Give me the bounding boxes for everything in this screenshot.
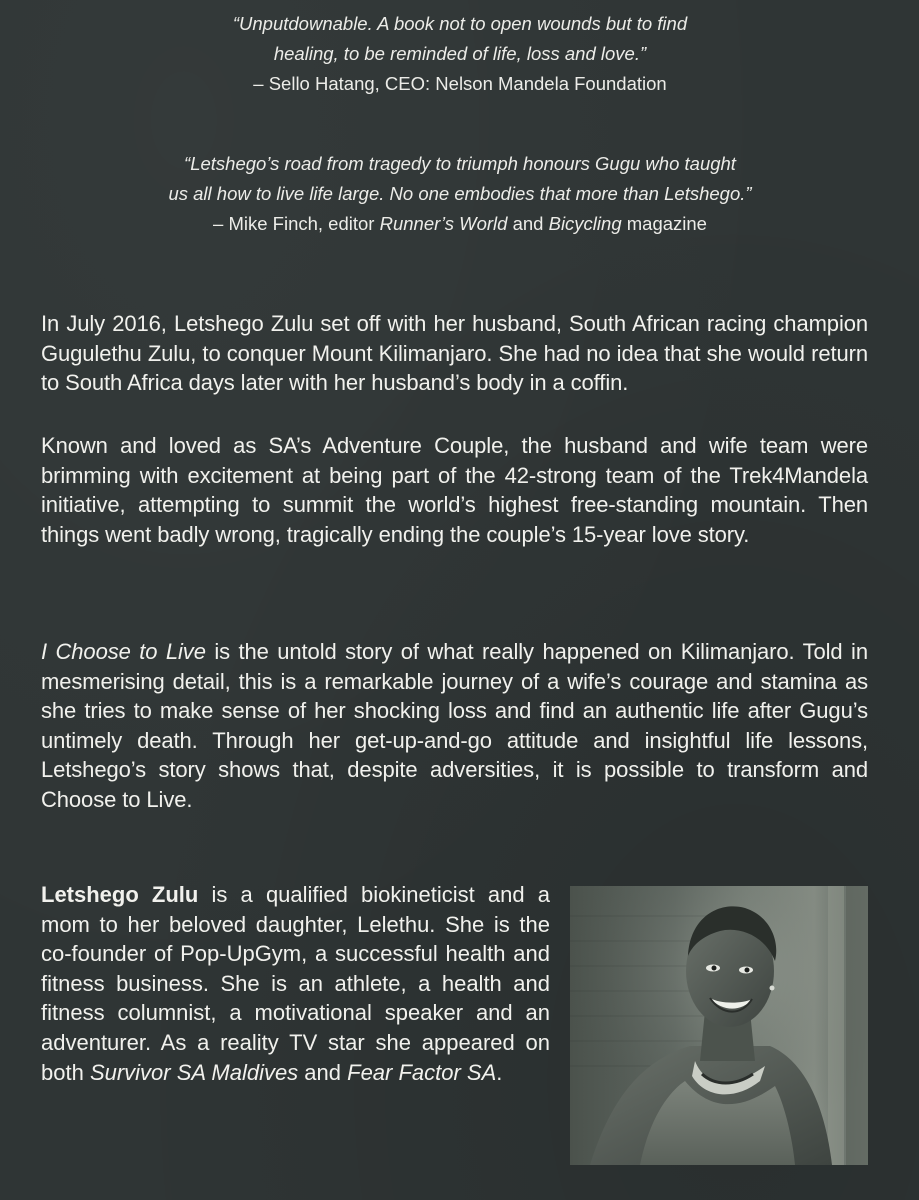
author-portrait-image xyxy=(570,886,868,1165)
author-bio-text: is a qualified biokineticist and a mom to her beloved daughter, Lelethu. She is the co-founder of Pop-UpGym, a successful health and fitness business. She is an athlete, a health and fitness columnist, a motivational speaker and an adventurer. As a reality TV star she appeared on both xyxy=(41,882,550,1085)
author-bio-text: and xyxy=(298,1059,348,1085)
author-bio xyxy=(41,880,550,1087)
attribution-suffix: magazine xyxy=(621,213,707,234)
endorsement-attribution xyxy=(20,209,900,239)
tv-show-fear-factor: Fear Factor SA xyxy=(347,1059,497,1085)
endorsement-attribution: – Sello Hatang, CEO: Nelson Mandela Foundation xyxy=(253,73,667,94)
endorsement-hatang xyxy=(80,9,840,99)
synopsis-paragraph-2: Known and loved as SA’s Adventure Couple, the husband and wife team were brimming with excitement at being part of the 42-strong team of the Trek4Mandela initiative, attempting to summit the world’s highest free-standing mountain. Then things went badly wrong, tragically ending the couple’s 15-year love story. xyxy=(41,433,868,547)
endorsement-quote-line: “Unputdownable. A book not to open wounds but to find xyxy=(232,13,688,34)
attribution-mid: and xyxy=(507,213,549,234)
endorsement-quote-line: healing, to be reminded of life, loss and love.” xyxy=(273,43,647,64)
author-photo xyxy=(570,886,868,1165)
synopsis-paragraph-1: In July 2016, Letshego Zulu set off with her husband, South African racing champion Gugulethu Zulu, to conquer Mount Kilimanjaro. She had no idea that she would return to South Africa days later with her husband’s body in a coffin. xyxy=(41,311,868,395)
endorsement-finch xyxy=(20,149,900,239)
synopsis-paragraph-3-text: is the untold story of what really happened on Kilimanjaro. Told in mesmerising detail, this is a remarkable journey of a wife’s courage and stamina as she tries to make sense of her shocking loss and find an authentic life after Gugu’s untimely death. Through her get-up-and-go attitude and insightful life lessons, Letshego’s story shows that, despite adversities, it is possible to transform and Choose to Live. xyxy=(41,639,868,812)
attribution-prefix: – Mike Finch, editor xyxy=(213,213,380,234)
endorsement-quote-line: “Letshego’s road from tragedy to triumph honours Gugu who taught xyxy=(184,153,736,174)
publication-bicycling: Bicycling xyxy=(548,213,622,234)
tv-show-survivor: Survivor SA Maldives xyxy=(89,1059,299,1085)
endorsement-quote-line: us all how to live life large. No one embodies that more than Letshego.” xyxy=(168,183,752,204)
synopsis-paragraph-3 xyxy=(41,637,868,814)
publication-runners-world: Runner’s World xyxy=(379,213,508,234)
author-name: Letshego Zulu xyxy=(41,882,199,907)
author-bio-text: . xyxy=(496,1059,503,1085)
book-title: I Choose to Live xyxy=(41,639,206,664)
